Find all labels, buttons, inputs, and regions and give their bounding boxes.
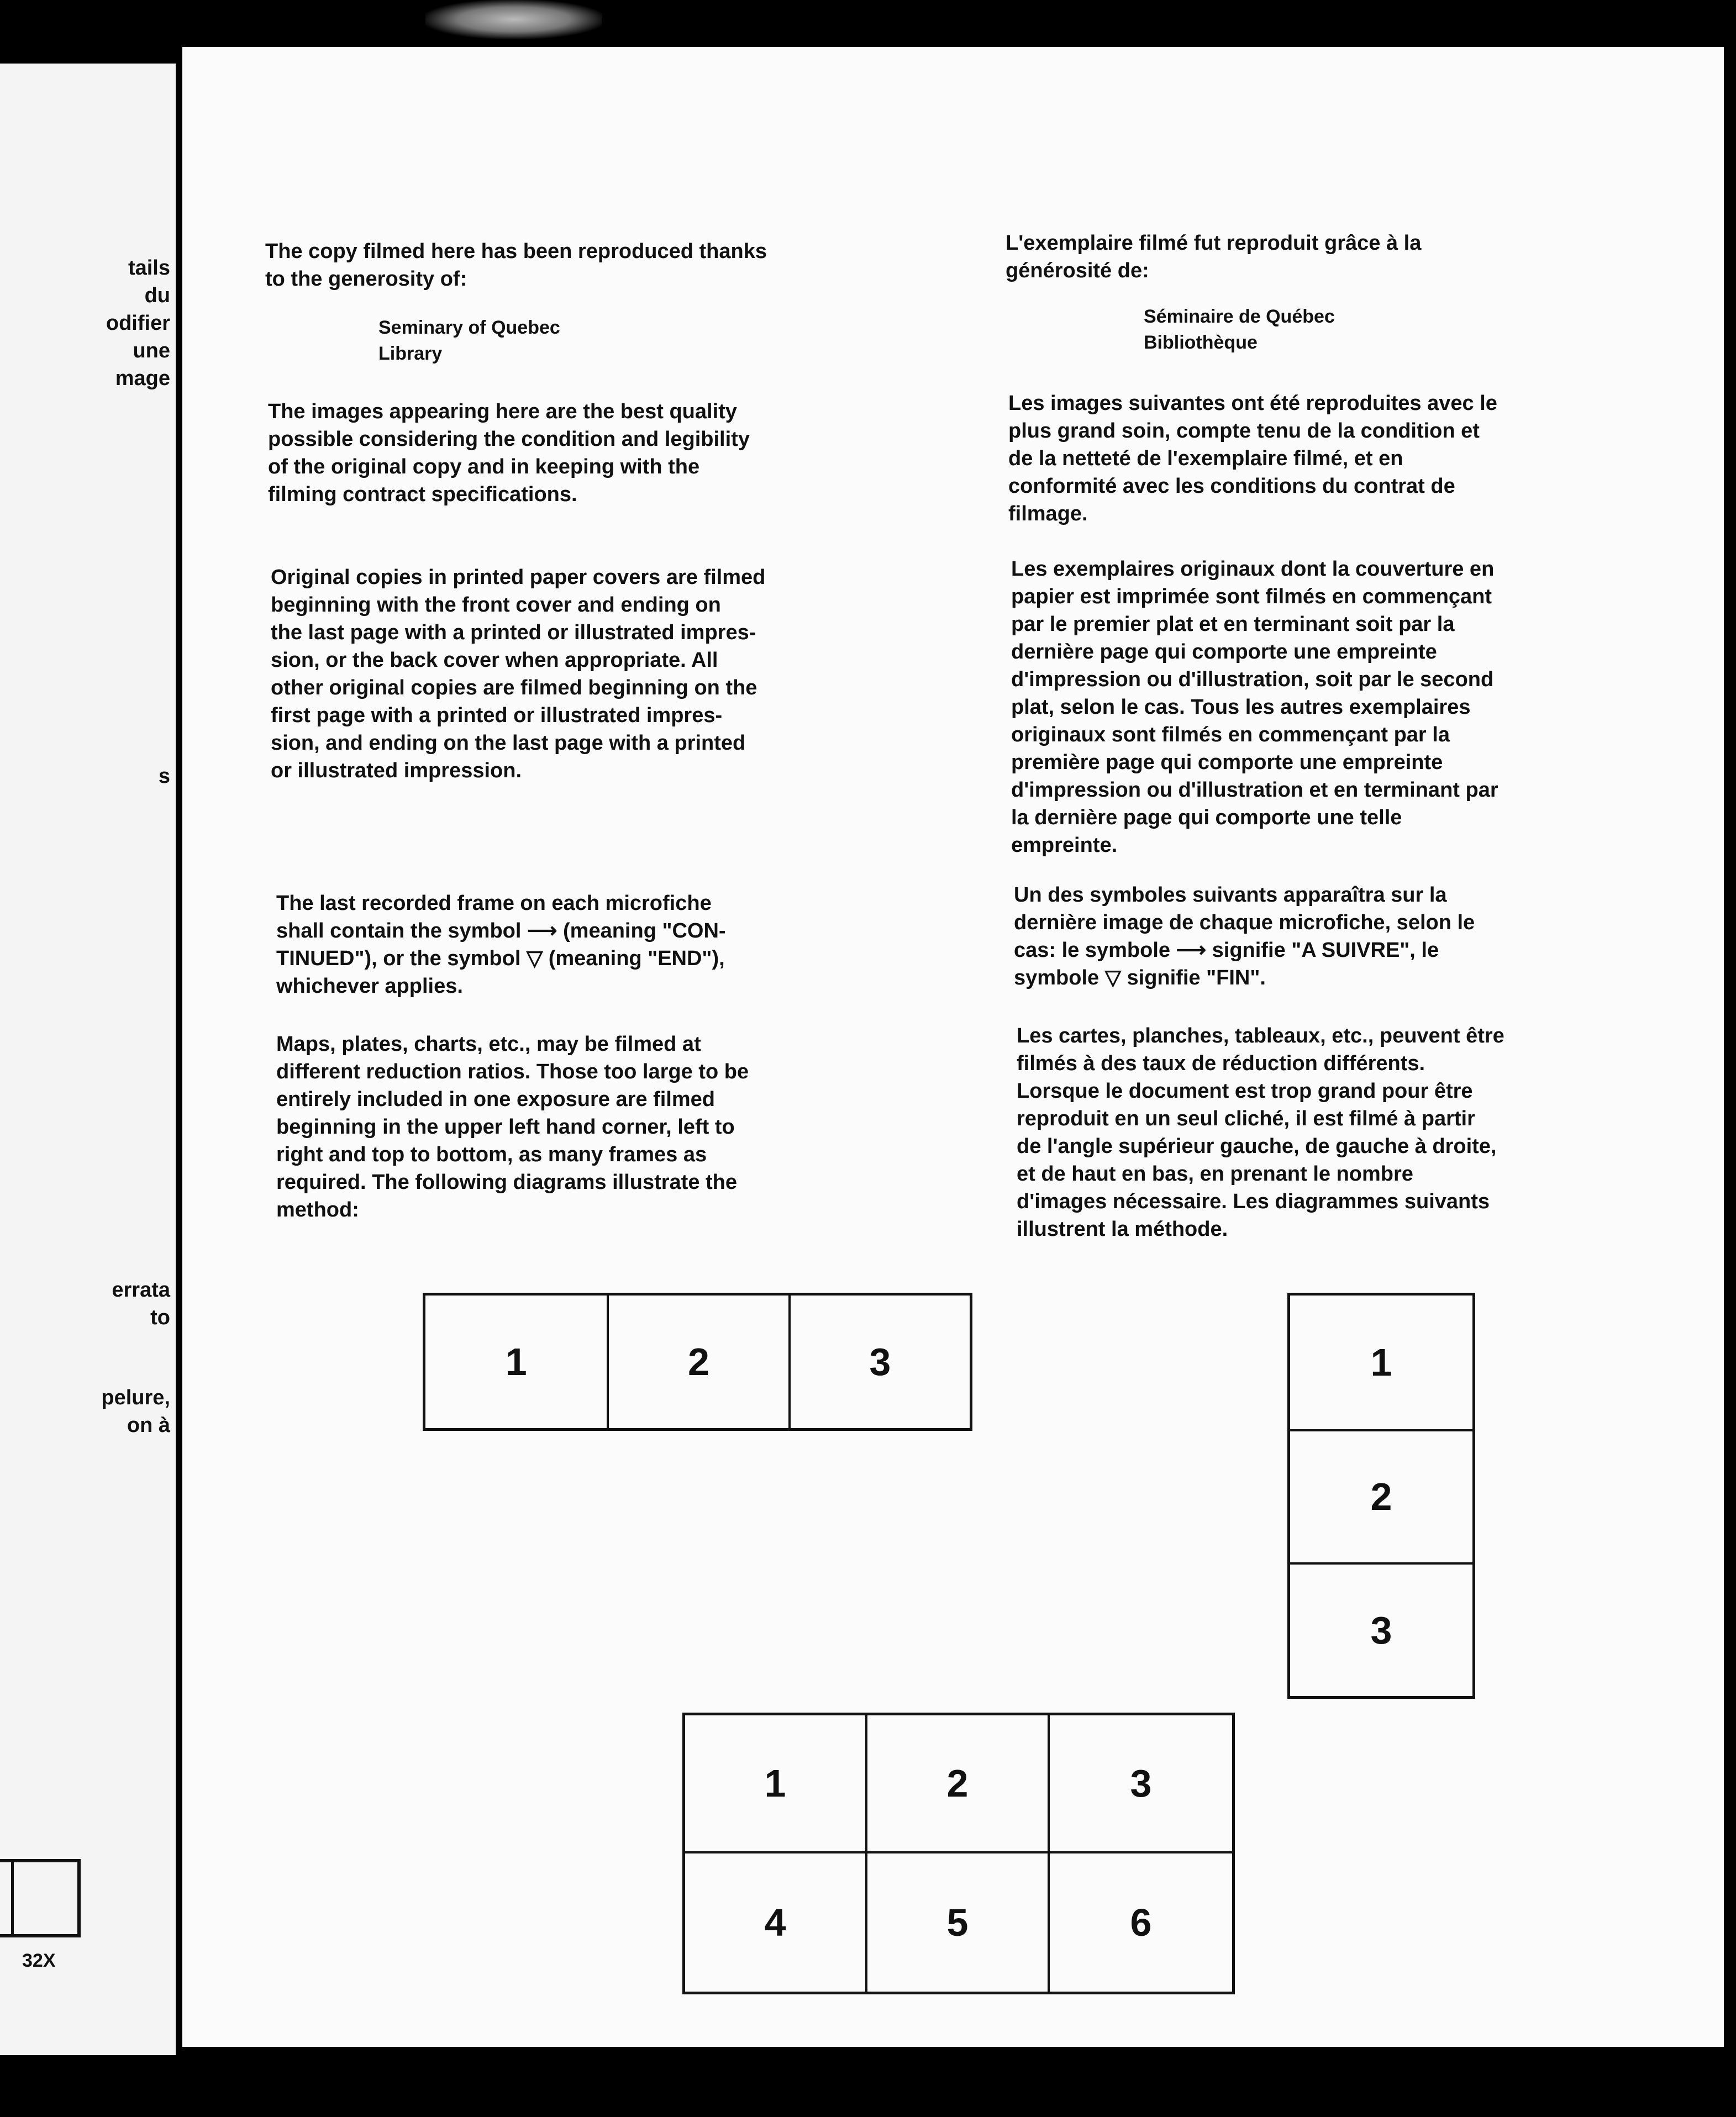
left-page-edge xyxy=(0,64,176,2055)
diagram-row-frames xyxy=(423,1293,972,1431)
frame-number: 3 xyxy=(1050,1715,1232,1853)
frame-number: 3 xyxy=(788,1296,970,1428)
frame-number: 2 xyxy=(1290,1429,1472,1563)
fragment: odifier xyxy=(106,312,170,335)
fragment: on à xyxy=(127,1414,170,1437)
reduction-scale xyxy=(0,1859,81,1937)
diagram-grid-frames xyxy=(682,1713,1235,1994)
en-acknowledgement: The copy filmed here has been reproduced thanks to the generosity of: xyxy=(265,240,767,291)
fragment: s xyxy=(158,765,170,788)
en-institution: Seminary of Quebec Library xyxy=(378,317,560,364)
fragment: du xyxy=(144,284,170,307)
frame-number: 3 xyxy=(1290,1562,1472,1696)
fr-filming-order: Les exemplaires originaux dont la couverture en papier est imprimée sont filmés en commençant par le premier plat et en terminant soit par la dernière page qui comporte une empreinte d'impression ou d'illustration, soit par le second plat, selon le cas. Tous les autres exemplaires originaux sont filmés en commençant par la première page qui comporte une empreinte d'impression ou d'illustration et en terminant par la dernière page qui comporte une telle empreinte. xyxy=(1011,557,1498,857)
frame-number: 2 xyxy=(607,1296,788,1428)
fr-quality-note: Les images suivantes ont été reproduites avec le plus grand soin, compte tenu de la condition et de la netteté de l'exemplaire filmé, et en conformité avec les conditions du contrat de filmage. xyxy=(1008,392,1497,525)
fr-acknowledgement: L'exemplaire filmé fut reproduit grâce à la générosité de: xyxy=(1006,231,1422,282)
en-filming-order: Original copies in printed paper covers are filmed beginning with the front cover and ending on the last page with a printed or illustrated impres- sion, or the back cover when appropriate. All other original copies are filmed beginning on the first page with a printed or illustrated impres- sion, and ending on the last page with a printed or illustrated impression. xyxy=(271,566,766,782)
fragment: mage xyxy=(115,367,170,390)
fr-maps-note: Les cartes, planches, tableaux, etc., peuvent être filmés à des taux de réduction différents. Lorsque le document est trop grand pour être reproduit en un seul cliché, il est filmé à partir de l'angle supérieur gauche, de gauche à droite, et de haut en bas, en prenant le nombre d'images nécessaire. Les diagrammes suivants illustrent la méthode. xyxy=(1017,1024,1504,1241)
fragment: to xyxy=(150,1306,170,1329)
frame-number: 1 xyxy=(685,1715,867,1853)
en-symbols-note: The last recorded frame on each microfiche shall contain the symbol ⟶ (meaning "CON- TINUED"), or the symbol ▽ (meaning "END"), whichever applies. xyxy=(276,892,726,998)
en-maps-note: Maps, plates, charts, etc., may be filmed at different reduction ratios. Those too large to be entirely included in one exposure are filmed beginning in the upper left hand corner, left to right and top to bottom, as many frames as required. The following diagrams illustrate the method: xyxy=(276,1033,749,1221)
frame-number: 5 xyxy=(867,1853,1050,1992)
fragment: une xyxy=(133,339,170,362)
frame-number: 2 xyxy=(867,1715,1050,1853)
fr-symbols-note: Un des symboles suivants apparaîtra sur la dernière image de chaque microfiche, selon le cas: le symbole ⟶ signifie "A SUIVRE", le symbole ▽ signifie "FIN". xyxy=(1014,883,1475,989)
fragment: errata xyxy=(112,1278,170,1302)
diagram-column-frames xyxy=(1287,1293,1475,1699)
frame-number: 6 xyxy=(1130,1901,1152,1944)
scan-artifact xyxy=(425,0,602,39)
fragment: pelure, xyxy=(101,1386,170,1409)
reduction-label: 32X xyxy=(22,1950,56,1971)
frame-number: 4 xyxy=(685,1853,867,1992)
en-quality-note: The images appearing here are the best quality possible considering the condition and legibility of the original copy and in keeping with the filming contract specifications. xyxy=(268,400,750,506)
fragment: tails xyxy=(128,256,170,280)
fr-institution: Séminaire de Québec Bibliothèque xyxy=(1144,306,1335,353)
frame-number: 1 xyxy=(1370,1340,1392,1384)
frame-number: 1 xyxy=(505,1340,527,1383)
